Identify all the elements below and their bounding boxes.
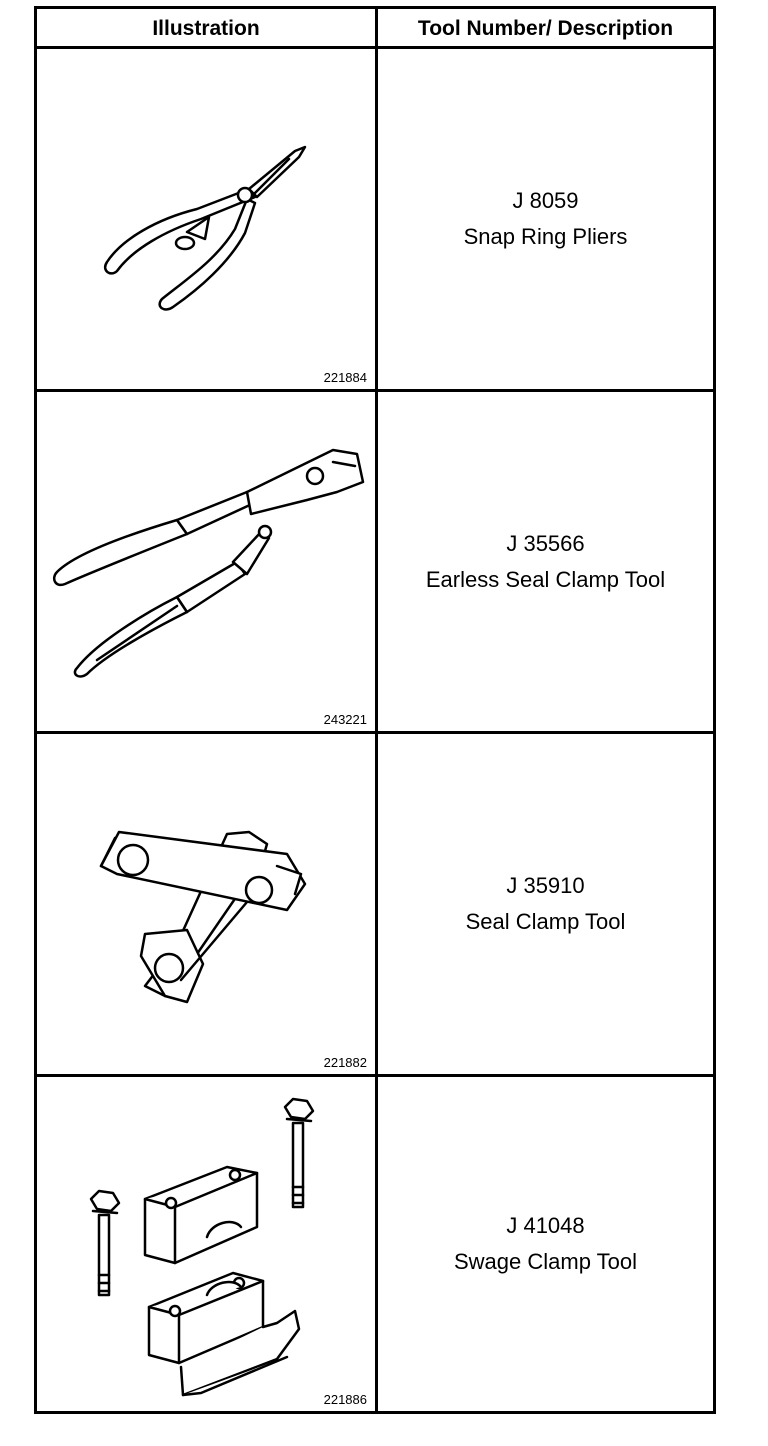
earless-seal-clamp-tool-illustration xyxy=(37,392,375,731)
tool-description: Earless Seal Clamp Tool xyxy=(425,566,666,592)
illustration-cell xyxy=(37,1077,375,1411)
illustration-cell xyxy=(37,734,375,1074)
figure-number: 221884 xyxy=(323,370,367,385)
illustration-cell xyxy=(37,392,375,731)
swage-clamp-tool-illustration xyxy=(37,1077,375,1411)
tool-number: J 8059 xyxy=(512,188,579,213)
tool-number: J 41048 xyxy=(506,1213,585,1238)
figure-number: 243221 xyxy=(323,712,367,727)
seal-clamp-tool-illustration xyxy=(37,734,375,1074)
description-cell xyxy=(378,392,713,731)
figure-number: 221882 xyxy=(323,1055,367,1070)
illustration-cell xyxy=(37,49,375,389)
tool-description: Seal Clamp Tool xyxy=(465,909,626,934)
description-cell xyxy=(378,734,713,1074)
header-illustration: Illustration xyxy=(152,17,260,40)
tool-description: Snap Ring Pliers xyxy=(463,224,628,249)
table-row xyxy=(37,392,713,734)
table-row xyxy=(37,734,713,1077)
table-row xyxy=(37,1077,713,1411)
description-cell xyxy=(378,1077,713,1411)
table-row xyxy=(37,49,713,392)
figure-number: 221886 xyxy=(323,1392,367,1407)
tool-table xyxy=(34,6,716,1414)
tool-description: Swage Clamp Tool xyxy=(453,1249,638,1274)
description-cell xyxy=(378,49,713,389)
header-description: Tool Number/ Description xyxy=(417,17,674,40)
tool-number: J 35910 xyxy=(506,873,585,898)
snap-ring-pliers-illustration xyxy=(37,49,375,389)
tool-number: J 35566 xyxy=(506,530,585,556)
